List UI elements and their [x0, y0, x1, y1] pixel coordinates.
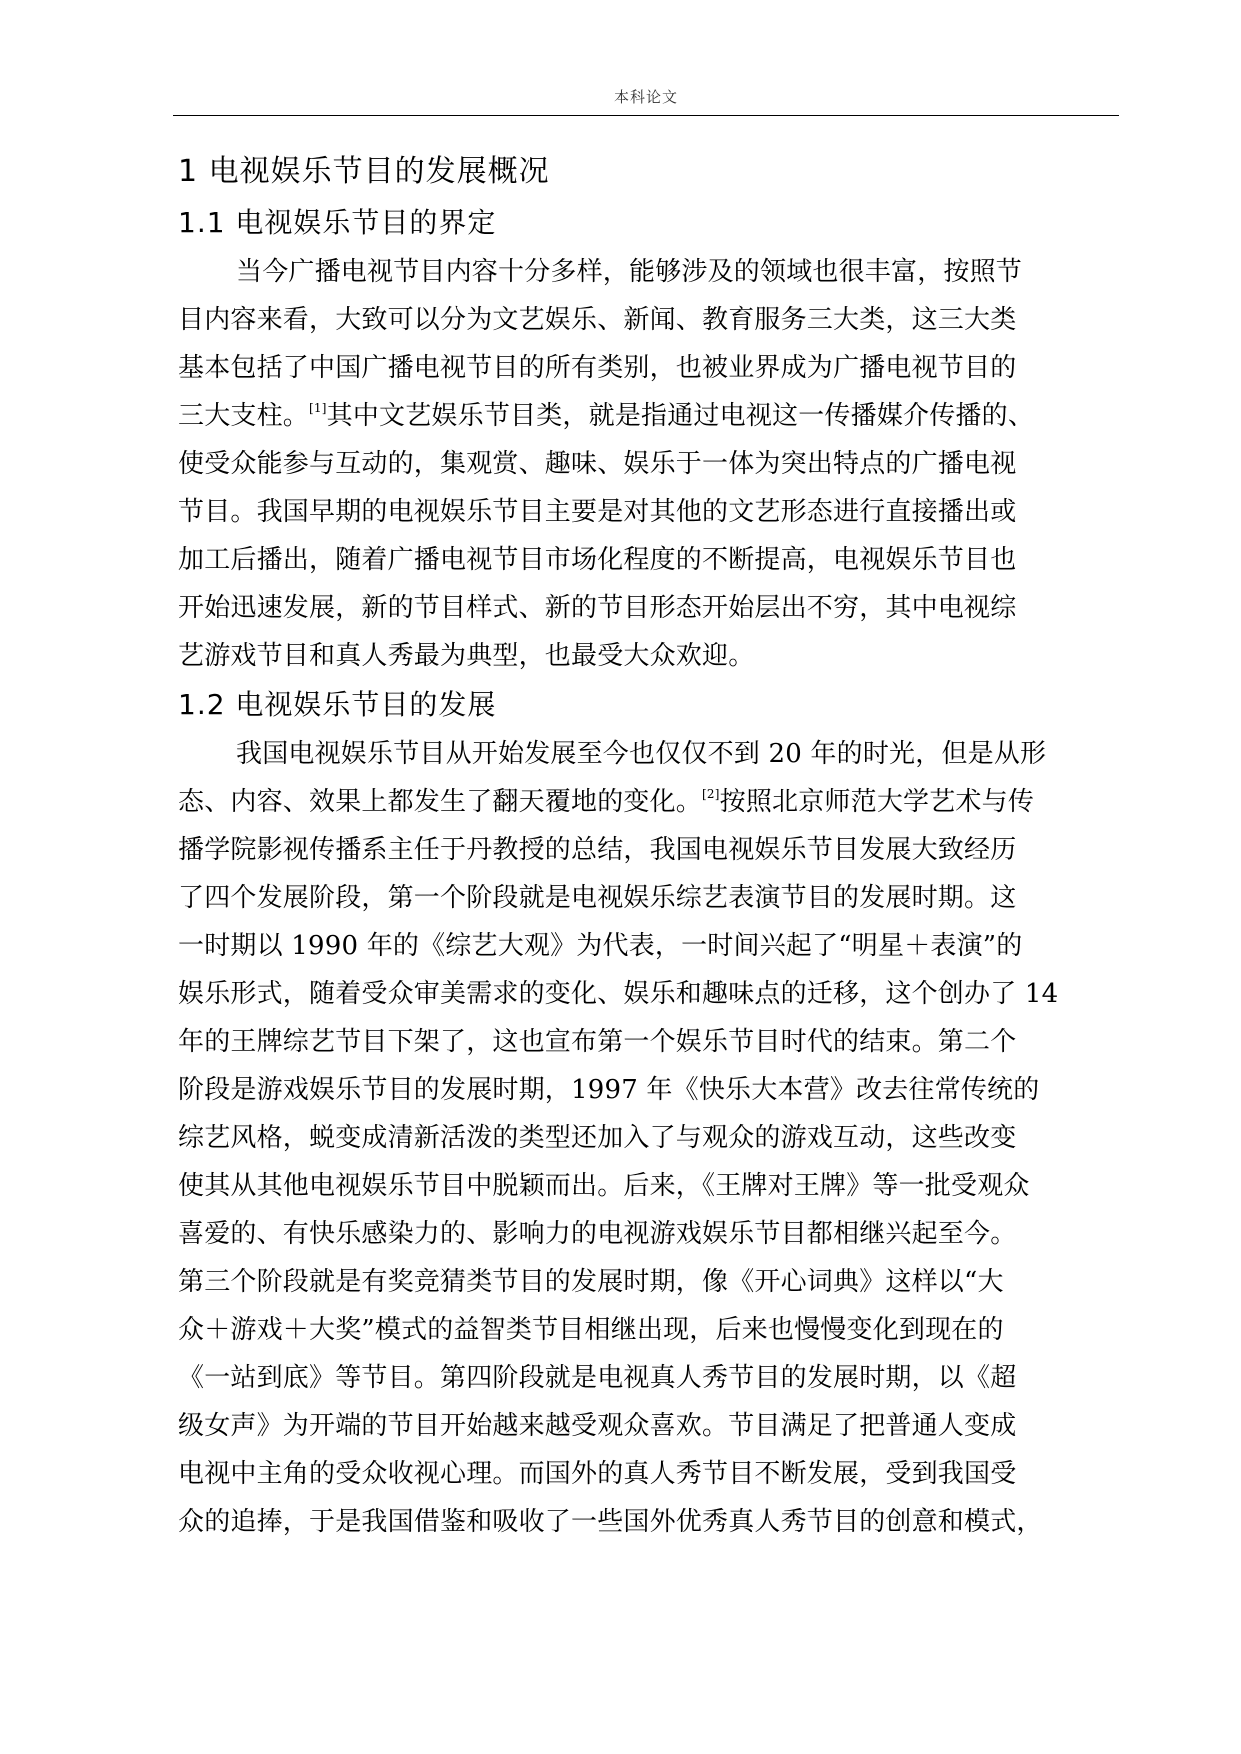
- paragraph-line: [178, 392, 1118, 440]
- paragraph-line: 开始迅速发展，新的节目样式、新的节目形态开始层出不穷，其中电视综: [178, 593, 1017, 623]
- paragraph-line: 众的追捧，于是我国借鉴和吸收了一些国外优秀真人秀节目的创意和模式，: [178, 1507, 1043, 1537]
- paragraph-line: 综艺风格，蜕变成清新活泼的类型还加入了与观众的游戏互动，这些改变: [178, 1123, 1017, 1153]
- section-1-heading: 1 电视娱乐节目的发展概况: [178, 154, 550, 189]
- paragraph-line: 目内容来看，大致可以分为文艺娱乐、新闻、教育服务三大类，这三大类: [178, 305, 1017, 335]
- paragraph-line: 娱乐形式，随着受众审美需求的变化、娱乐和趣味点的迁移，这个创办了 14: [178, 979, 1059, 1009]
- paragraph-line: 年的王牌综艺节目下架了，这也宣布第一个娱乐节目时代的结束。第二个: [178, 1027, 1017, 1057]
- citation-ref-2[interactable]: [2]: [702, 787, 720, 801]
- paragraph-line: 一时期以 1990 年的《综艺大观》为代表，一时间兴起了“明星＋表演”的: [178, 931, 1023, 961]
- paragraph-line: 《一站到底》等节目。第四阶段就是电视真人秀节目的发展时期，以《超: [178, 1363, 1017, 1393]
- section-1-2-heading: 1.2 电视娱乐节目的发展: [178, 688, 497, 721]
- line-text: 态、内容、效果上都发生了翻天覆地的变化。: [178, 787, 703, 817]
- paragraph-line: 节目。我国早期的电视娱乐节目主要是对其他的文艺形态进行直接播出或: [178, 497, 1017, 527]
- paragraph-line: 当今广播电视节目内容十分多样，能够涉及的领域也很丰富，按照节: [236, 257, 1023, 287]
- line-text: 三大支柱。: [178, 401, 310, 431]
- paragraph-line: 喜爱的、有快乐感染力的、影响力的电视游戏娱乐节目都相继兴起至今。: [178, 1219, 1017, 1249]
- paragraph-line: 了四个发展阶段，第一个阶段就是电视娱乐综艺表演节目的发展时期。这: [178, 883, 1017, 913]
- paragraph-line: [178, 778, 1118, 826]
- section-1-1-paragraph: [178, 248, 1118, 680]
- paragraph-line: 使其从其他电视娱乐节目中脱颖而出。后来，《王牌对王牌》等一批受观众: [178, 1171, 1030, 1201]
- paragraph-line: 使受众能参与互动的，集观赏、趣味、娱乐于一体为突出特点的广播电视: [178, 449, 1017, 479]
- document-body: [178, 146, 1118, 1546]
- paragraph-line: 阶段是游戏娱乐节目的发展时期，1997 年《快乐大本营》改去往常传统的: [178, 1075, 1040, 1105]
- paragraph-line: 播学院影视传播系主任于丹教授的总结，我国电视娱乐节目发展大致经历: [178, 835, 1017, 865]
- section-1-1-heading: 1.1 电视娱乐节目的界定: [178, 206, 497, 239]
- page-header: 本科论文: [613, 88, 678, 106]
- paragraph-line: 级女声》为开端的节目开始越来越受观众喜欢。节目满足了把普通人变成: [178, 1411, 1017, 1441]
- citation-ref-1[interactable]: [1]: [309, 401, 327, 415]
- paragraph-line: 基本包括了中国广播电视节目的所有类别，也被业界成为广播电视节目的: [178, 353, 1017, 383]
- paragraph-line: 第三个阶段就是有奖竞猜类节目的发展时期，像《开心词典》这样以“大: [178, 1267, 1004, 1297]
- paragraph-line: 我国电视娱乐节目从开始发展至今也仅仅不到 20 年的时光，但是从形: [236, 739, 1047, 769]
- line-text: 按照北京师范大学艺术与传: [719, 787, 1035, 817]
- header-rule: [173, 115, 1119, 116]
- paragraph-line: 加工后播出，随着广播电视节目市场化程度的不断提高，电视娱乐节目也: [178, 545, 1017, 575]
- paragraph-line: 艺游戏节目和真人秀最为典型，也最受大众欢迎。: [178, 641, 755, 671]
- paragraph-line: 电视中主角的受众收视心理。而国外的真人秀节目不断发展，受到我国受: [178, 1459, 1017, 1489]
- line-text: 其中文艺娱乐节目类，就是指通过电视这一传播媒介传播的、: [326, 401, 1035, 431]
- paragraph-line: 众＋游戏＋大奖”模式的益智类节目相继出现，后来也慢慢变化到现在的: [178, 1315, 1004, 1345]
- section-1-2-paragraph: [178, 730, 1118, 1546]
